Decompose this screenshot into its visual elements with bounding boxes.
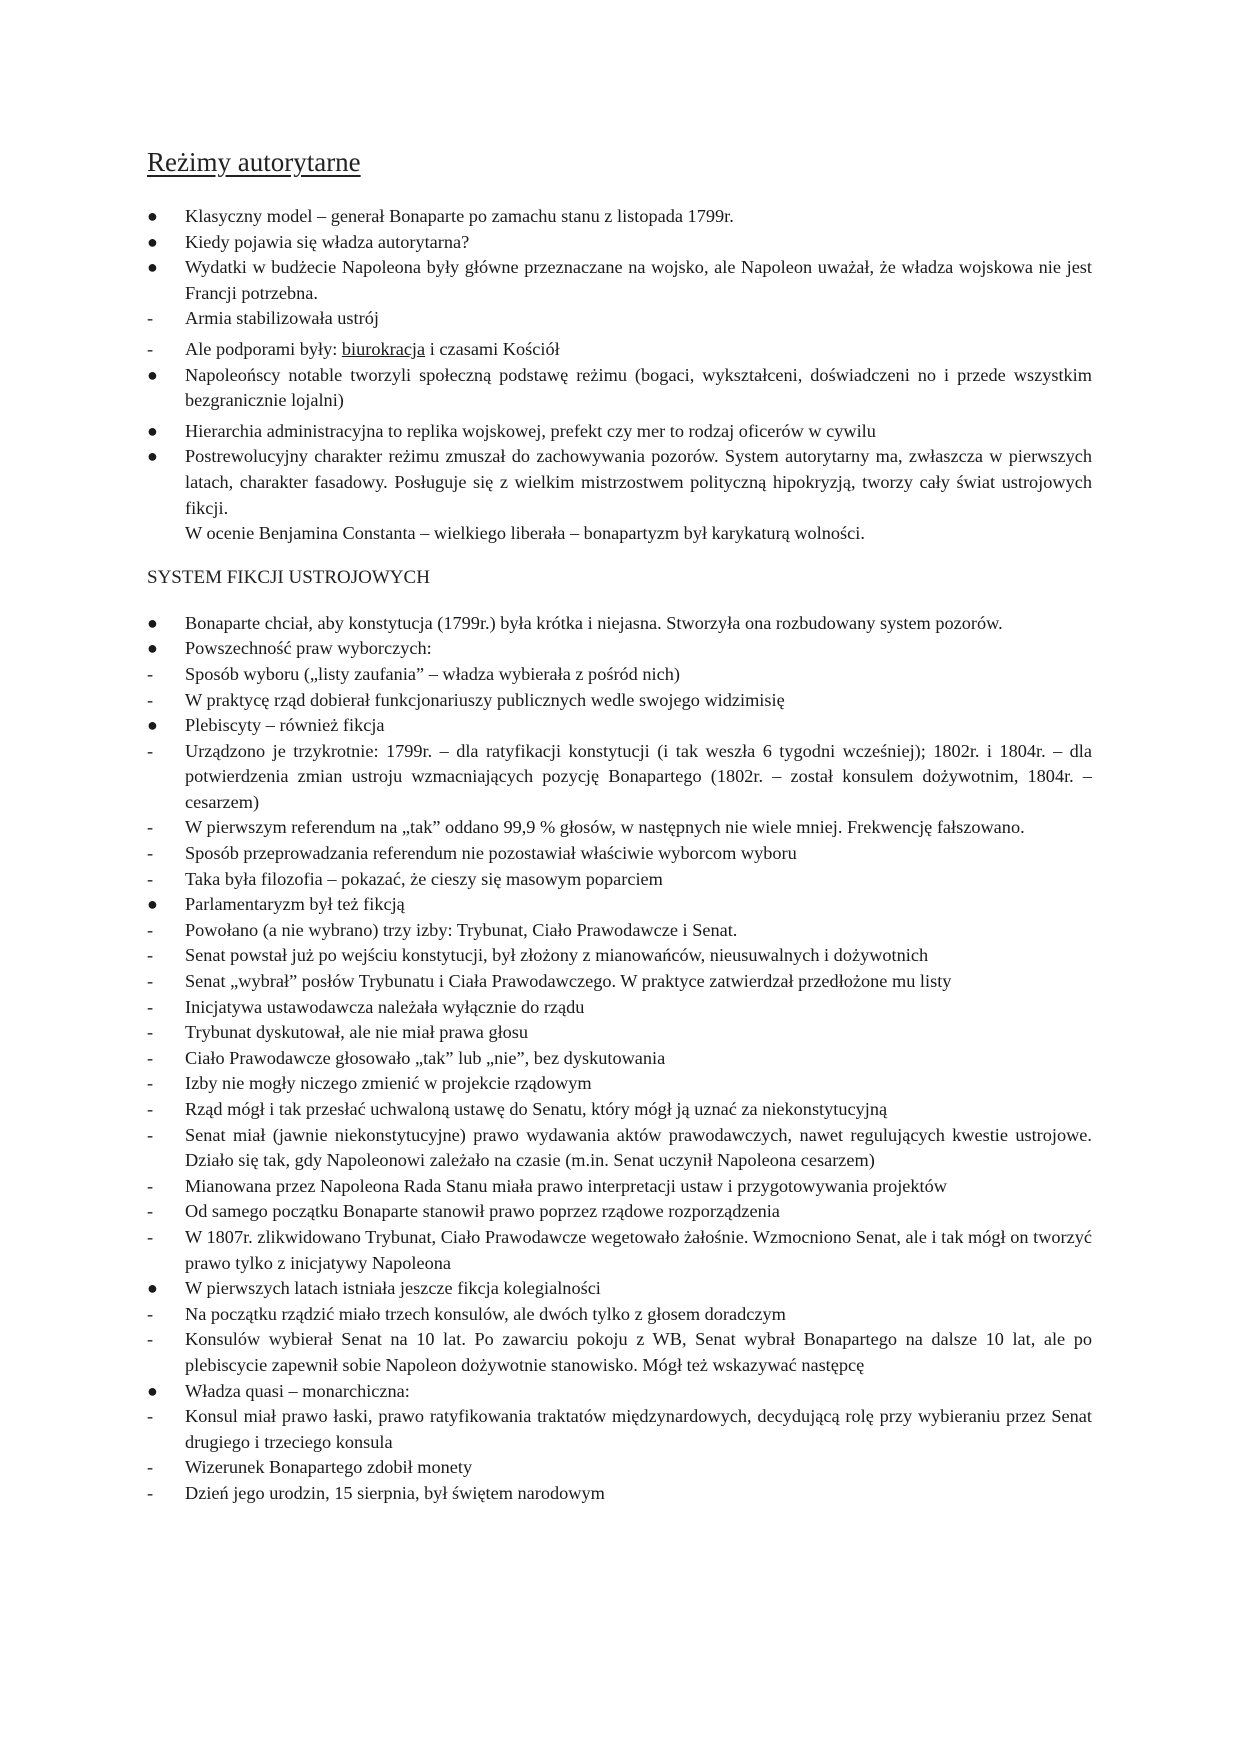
list-item (147, 1199, 1092, 1225)
list-item (147, 943, 1092, 969)
bullet-icon: ● (147, 206, 158, 226)
list-item (147, 969, 1092, 995)
list-item (147, 1225, 1092, 1276)
list-item (147, 255, 1092, 306)
list-item-text: Napoleońscy notable tworzyli społeczną podstawę reżimu (bogaci, wykształceni, doświadczeni no i przede wszystkim bezgranicznie lojalni) (185, 364, 1092, 411)
list-item-text: Senat „wybrał” posłów Trybunatu i Ciała Prawodawczego. W praktyce zatwierdzał przedłożone mu listy (185, 971, 952, 992)
underlined-word: biurokracja (341, 338, 426, 359)
list-item-text: Izby nie mogły niczego zmienić w projekcie rządowym (185, 1073, 592, 1094)
page-title: Reżimy autorytarne (147, 147, 361, 177)
list-item (147, 337, 1092, 363)
dash-marker: - (147, 817, 154, 838)
dash-marker: - (147, 996, 154, 1017)
list-item-text: Trybunat dyskutował, ale nie miał prawa głosu (185, 1022, 529, 1043)
dash-marker: - (147, 663, 154, 684)
list-item-text: Od samego początku Bonaparte stanowił prawo poprzez rządowe rozporządzenia (185, 1201, 780, 1222)
list-item-text-pre: Ale podporami były: (185, 338, 342, 359)
list-item (147, 713, 1092, 739)
dash-marker: - (147, 868, 154, 889)
list-item-text: Ciało Prawodawcze głosowało „tak” lub „nie”, bez dyskutowania (185, 1047, 666, 1068)
dash-marker: - (147, 1457, 154, 1478)
dash-marker: - (147, 1022, 154, 1043)
list-item-text: W 1807r. zlikwidowano Trybunat, Ciało Prawodawcze wegetowało żałośnie. Wzmocniono Senat, ale i tak mógł on tworzyć prawo tylko z inicjatywy Napoleona (185, 1226, 1092, 1273)
bullet-icon: ● (147, 1380, 158, 1401)
list-item (147, 1123, 1092, 1174)
bullet-icon: ● (147, 1278, 158, 1299)
list-item (147, 230, 1092, 256)
list-item-text: Urządzono je trzykrotnie: 1799r. – dla ratyfikacji konstytucji (i tak weszła 6 tygodni wcześniej); 1802r. i 1804r. – dla potwierdzenia zmian ustroju wzmacniających pozycję Bonapartego (1802r. – został konsulem dożywotnim, 1804r. – cesarzem) (185, 740, 1092, 812)
list-item (147, 739, 1092, 816)
list-item (147, 204, 1092, 230)
list-item-text: Wydatki w budżecie Napoleona były główne przeznaczane na wojsko, ale Napoleon uważał, że władza wojskowa nie jest Francji potrzebna. (185, 257, 1092, 303)
list-item (147, 1455, 1092, 1481)
list-item-text: Senat miał (jawnie niekonstytucyjne) prawo wydawania aktów prawodawczych, nawet regulujących kwestie ustrojowe. Działo się tak, gdy Napoleonowi zależało na czasie (m.in. Senat uczynił Napoleona cesarzem) (185, 1124, 1092, 1171)
list-item (147, 444, 1092, 546)
list-item-text: W praktycę rząd dobierał funkcjonariuszy publicznych wedle swojego widzimisię (185, 689, 785, 710)
list-item (147, 688, 1092, 714)
list-item-text: Taka była filozofia – pokazać, że cieszy się masowym poparciem (185, 868, 663, 889)
list-item (147, 1071, 1092, 1097)
dash-marker: - (147, 843, 154, 864)
list-item-text: Klasyczny model – generał Bonaparte po zamachu stanu z listopada 1799r. (185, 206, 734, 226)
bullet-icon: ● (147, 231, 158, 252)
list-item (147, 841, 1092, 867)
list-item (147, 867, 1092, 893)
bullet-icon: ● (147, 612, 158, 633)
list-item-text: Hierarchia administracyjna to replika wojskowej, prefekt czy mer to rodzaj oficerów w cywilu (185, 420, 876, 441)
list-item-text: Armia stabilizowała ustrój (185, 308, 379, 329)
list-item (147, 1020, 1092, 1046)
section2-list (147, 611, 1092, 1507)
list-item (147, 1327, 1092, 1378)
list-item-text: Konsul miał prawo łaski, prawo ratyfikowania traktatów międzynardowych, decydującą rolę przy wybieraniu przez Senat drugiego i trzeciego konsula (185, 1406, 1092, 1452)
list-item (147, 636, 1092, 662)
list-item (147, 662, 1092, 688)
list-item (147, 1379, 1092, 1405)
dash-marker: - (147, 1226, 154, 1247)
dash-marker: - (147, 740, 154, 761)
list-item (147, 363, 1092, 414)
bullet-icon: ● (147, 420, 158, 441)
list-item-text: Na początku rządzić miało trzech konsulów, ale dwóch tylko z głosem doradczym (185, 1303, 786, 1324)
dash-marker: - (147, 308, 154, 329)
dash-marker: - (147, 1303, 154, 1324)
dash-marker: - (147, 1201, 154, 1222)
section1-list (147, 204, 1092, 547)
bullet-icon: ● (147, 446, 158, 467)
list-item (147, 1097, 1092, 1123)
list-item-text: W pierwszym referendum na „tak” oddano 99,9 % głosów, w następnych nie wiele mniej. Frekwencję fałszowano. (185, 817, 1025, 838)
bullet-icon: ● (147, 364, 158, 385)
list-item-text: Sposób przeprowadzania referendum nie pozostawiał właściwie wyborcom wyboru (185, 843, 797, 864)
list-item-text: Kiedy pojawia się władza autorytarna? (185, 231, 470, 252)
list-item-extra-text: W ocenie Benjamina Constanta – wielkiego liberała – bonapartyzm był karykaturą wolności. (185, 523, 865, 544)
list-item-text: Powołano (a nie wybrano) trzy izby: Trybunat, Ciało Prawodawcze i Senat. (185, 919, 738, 940)
list-item-text: Dzień jego urodzin, 15 sierpnia, był świętem narodowym (185, 1482, 605, 1503)
list-item-text: Plebiscyty – również fikcja (185, 715, 385, 736)
document-page (147, 147, 1092, 1507)
list-item (147, 1174, 1092, 1200)
dash-marker: - (147, 1329, 154, 1350)
list-item-text-post: i czasami Kościół (425, 338, 560, 359)
dash-marker: - (147, 919, 154, 940)
dash-marker: - (147, 1482, 154, 1503)
bullet-icon: ● (147, 257, 158, 278)
list-item (147, 892, 1092, 918)
list-item-text: Sposób wyboru („listy zaufania” – władza wybierała z pośród nich) (185, 663, 680, 684)
dash-marker: - (147, 689, 154, 710)
list-item-text: Inicjatywa ustawodawcza należała wyłącznie do rządu (185, 996, 585, 1017)
list-item (147, 1481, 1092, 1507)
dash-marker: - (147, 1175, 154, 1196)
list-item (147, 419, 1092, 445)
list-item (147, 1276, 1092, 1302)
list-item-text: Parlamentaryzm był też fikcją (185, 894, 405, 915)
dash-marker: - (147, 1124, 154, 1145)
dash-marker: - (147, 945, 154, 966)
list-item (147, 918, 1092, 944)
dash-marker: - (147, 338, 154, 359)
dash-marker: - (147, 1073, 154, 1094)
list-item-text: Powszechność praw wyborczych: (185, 638, 432, 659)
dash-marker: - (147, 1047, 154, 1068)
list-item (147, 1404, 1092, 1455)
dash-marker: - (147, 1099, 154, 1119)
list-item-text: Senat powstał już po wejściu konstytucji, był złożony z mianowańców, nieusuwalnych i dożywotnich (185, 945, 929, 966)
list-item-text: Rząd mógł i tak przesłać uchwaloną ustawę do Senatu, który mógł ją uznać za niekonstytucyjną (185, 1099, 888, 1119)
list-item-text: Władza quasi – monarchiczna: (185, 1380, 410, 1401)
bullet-icon: ● (147, 638, 158, 659)
section-heading: SYSTEM FIKCJI USTROJOWYCH (147, 566, 430, 588)
list-item (147, 815, 1092, 841)
list-item (147, 1046, 1092, 1072)
list-item-text: Postrewolucyjny charakter reżimu zmuszał do zachowywania pozorów. System autorytarny ma, zwłaszcza w pierwszych latach, charakter fasadowy. Posługuje się z wielkim mistrzostwem polityczną hipokryzją, tworzy cały świat ustrojowych fikcji. (185, 446, 1092, 518)
list-item (147, 306, 1092, 332)
list-item-text: Bonaparte chciał, aby konstytucja (1799r.) była krótka i niejasna. Stworzyła ona rozbudowany system pozorów. (185, 612, 1003, 633)
bullet-icon: ● (147, 894, 158, 915)
list-item-text: W pierwszych latach istniała jeszcze fikcja kolegialności (185, 1278, 601, 1299)
bullet-icon: ● (147, 715, 158, 736)
list-item (147, 1302, 1092, 1328)
dash-marker: - (147, 971, 154, 992)
list-item (147, 611, 1092, 637)
list-item-text: Konsulów wybierał Senat na 10 lat. Po zawarciu pokoju z WB, Senat wybrał Bonapartego na dalsze 10 lat, ale po plebiscycie zapewnił sobie Napoleon dożywotnie stanowisko. Mógł też wskazywać następcę (185, 1329, 1092, 1375)
dash-marker: - (147, 1406, 154, 1427)
list-item-text: Mianowana przez Napoleona Rada Stanu miała prawo interpretacji ustaw i przygotowywania projektów (185, 1175, 947, 1196)
list-item-text: Wizerunek Bonapartego zdobił monety (185, 1457, 473, 1478)
list-item (147, 995, 1092, 1021)
